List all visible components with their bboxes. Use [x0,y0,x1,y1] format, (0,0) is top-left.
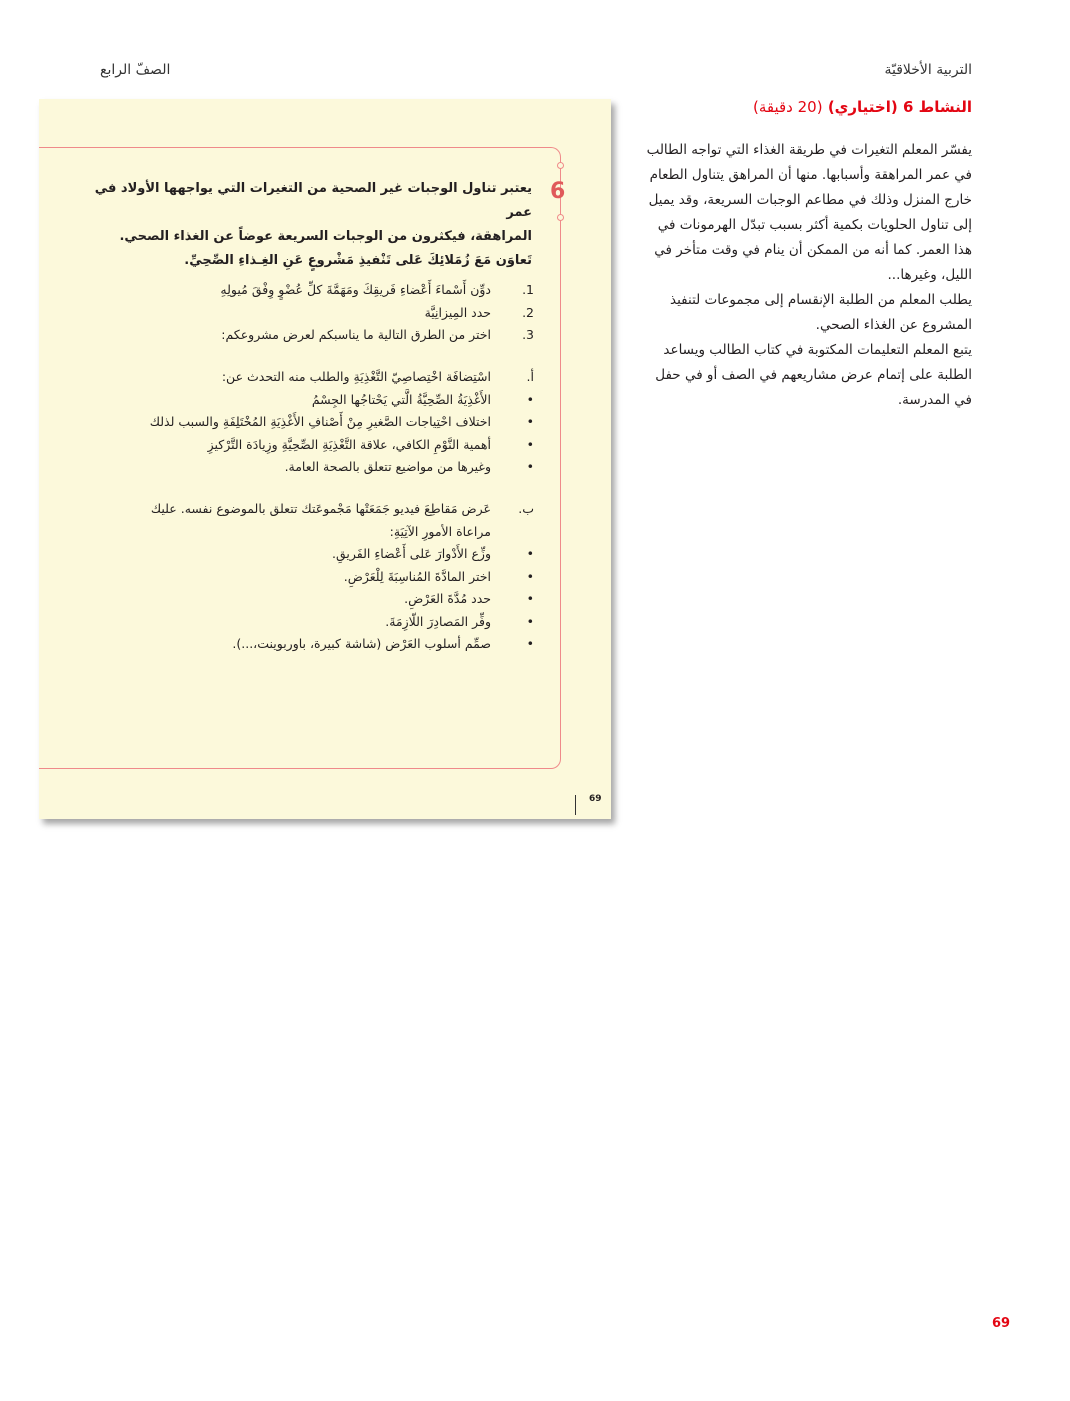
steps-list [31,279,534,347]
list-item [31,366,534,389]
bullet-text: وزِّع الأَدْوارَ عَلى أَعْضاءِ الفَريقِ. [332,546,491,561]
list-item-text: اختر من الطرق التالية ما يناسبكم لعرض مشروعكم: [221,327,491,342]
page-number-divider [575,795,576,815]
bullet-item [31,543,534,566]
teacher-note: يفسّر المعلم التغيرات في طريقة الغذاء التي تواجه الطالب في عمر المراهقة وأسبابها. منها أن المراهق يتناول الطعام خارج المنزل وذلك في مطاعم الوجبات السريعة، وقد يميل إلى تناول الحلويات بكمية أكثر بسبب تبدّل الهرمونات في هذا العمر. كما أنه من الممكن أن ينام في وقت متأخر في الليل، وغيرها... [646,142,972,283]
list-marker: 2. [522,304,534,320]
list-marker: 1. [522,282,534,297]
bullet-marker: • [526,568,534,584]
activity-intro [92,177,532,273]
list-item [31,498,534,521]
option-a [31,366,534,479]
bullet-text: وغيرها من مواضيع تتعلق بالصحة العامة. [284,459,491,474]
subject-title: التربية الأخلاقيّة [884,62,972,78]
teacher-note: يطلب المعلم من الطلبة الإنقسام إلى مجموعات لتنفيذ المشروع عن الغذاء الصحي. [670,292,972,333]
activity-title [753,98,972,116]
list-item [31,324,534,347]
bullet-marker: • [526,613,534,629]
inset-page-number: 69 [589,794,602,804]
option-b [31,498,534,656]
activity-name: النشاط 6 (اختياري) [827,98,972,116]
list-item-text: عَرض مَقاطِعَ فيديو جَمَعَتْها مَجْموعَتك تتعلق بالموضوع نفسه. عليك [150,501,491,516]
list-item-text: حدد المِيزانِيَّة [424,304,491,320]
activity-duration: (20 دقيقة) [752,98,823,116]
intro-line: المراهقة، فيكثرون من الوجبات السريعة عوضاً عن الغذاء الصحي. [119,229,532,244]
bullet-item [31,389,534,412]
bullet-item [31,411,534,434]
bullet-item [31,456,534,479]
list-item [31,279,534,302]
bullet-text: الأَغْذِيَةُ الصِّحِيَّةُ الَّتي يَحْتاجُها الجِسْمُ [311,391,491,407]
activity-number: 6 [550,179,566,204]
list-item-continuation [31,521,511,544]
teacher-note: يتبع المعلم التعليمات المكتوبة في كتاب الطالب ويساعد الطلبة على إتمام عرض مشاريعهم في الصف أو في حفل في المدرسة. [655,342,972,408]
teacher-notes [642,138,972,413]
list-item-text: اسْتِضافَة اخْتِصاصِيّ التَّغْذِيَةِ والطلب منه التحدث عن: [221,369,491,384]
intro-line: يعتبر تناول الوجبات غير الصحية من التغيرات التي يواجهها الأولاد في عمر [94,181,532,220]
bullet-text: صمِّم أسلوب العَرْض (شاشة كبيرة، باوربوينت،...). [232,636,491,651]
intro-line: تَعاوَن مَعَ زُمَلائِكَ عَلى تَنْفيذِ مَشْروعٍ عَنِ الغِـذاءِ الصِّحِيِّ. [184,253,532,268]
frame-dot [557,214,564,221]
bullet-item [31,588,534,611]
bullet-marker: • [526,391,534,407]
grade-label: الصفّ الرابع [100,62,171,78]
list-item [31,302,534,325]
bullet-text: حدد مُدَّةَ العَرْضِ. [404,591,491,606]
bullet-item [31,434,534,457]
bullet-marker: • [526,459,534,474]
list-item-text: مراعاة الأمورِ الآتِيَةِ: [389,523,491,539]
list-marker: أ. [526,369,534,384]
bullet-item [31,566,534,589]
bullet-text: اختلاف احْتِياجات الصَّغيرِ مِنْ أَصْنافِ الأَغْذِيَةِ المُخْتَلِفَةِ والسبب لذلك [149,414,491,429]
bullet-text: وفِّر المَصادِرَ اللّازِمَةَ. [385,613,491,629]
page-number: 69 [992,1316,1011,1331]
bullet-marker: • [526,546,534,561]
bullet-item [31,633,534,656]
student-book-page [39,99,611,819]
bullet-marker: • [526,414,534,429]
bullet-text: أهمية النَّوْمِ الكافي، علاقة التَّغْذِيَةِ الصِّحِيَّةِ وزِيادَة التَّرْكيزِ [207,436,491,452]
bullet-item [31,611,534,634]
bullet-text: اختر المادَّةَ المُناسِبَةَ لِلْعَرْضِ. [343,568,491,584]
bullet-marker: • [526,591,534,606]
list-marker: 3. [522,327,534,342]
bullet-marker: • [526,636,534,651]
frame-dot [557,162,564,169]
list-item-text: دوِّن أَسْماءَ أَعْضاءِ فَريقِكَ ومَهَمَّةَ كلِّ عُضْوٍ وِفْقَ مُيولِهِ [220,282,491,297]
bullet-marker: • [526,436,534,452]
list-marker: ب. [518,501,534,516]
